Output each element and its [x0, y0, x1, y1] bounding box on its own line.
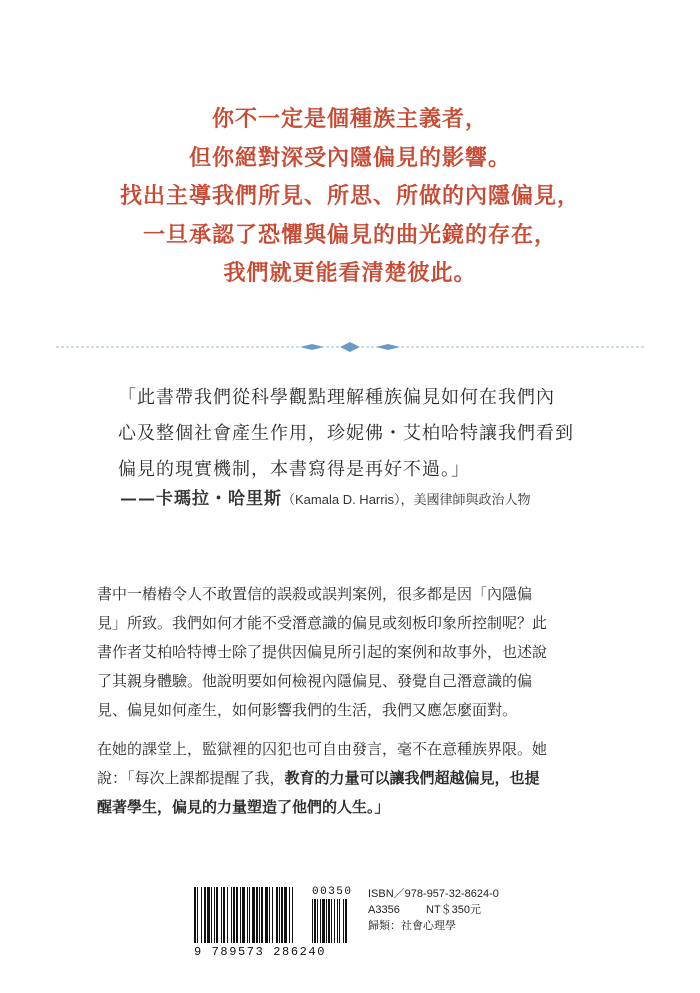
isbn-number: ISBN／978-957-32-8624-0	[368, 888, 499, 900]
description-line: 了其親身體驗。他說明要如何檢視內隱偏見、發覺自己潛意識的偏	[97, 672, 533, 690]
barcode-addon-digits: 00350	[312, 886, 353, 898]
barcode-bar	[204, 887, 206, 943]
description-line: 見」所致。我們如何才能不受潛意識的偏見或刻板印象所控制呢？此	[97, 614, 548, 632]
attribution-latin-name: （Kamala D. Harris）	[282, 492, 401, 507]
barcode-bar	[272, 887, 273, 943]
emphasized-text: 教育的力量可以讓我們超越偏見，也提	[284, 769, 540, 787]
product-code: A3356	[368, 904, 400, 916]
headline-line: 你不一定是個種族主義者，	[211, 106, 488, 132]
quote-line: 偏見的現實機制，本書寫得是再好不過。」	[118, 459, 470, 480]
barcode-addon-bar	[312, 899, 313, 943]
barcode-addon-bar	[339, 899, 340, 943]
attribution-name: ——卡瑪拉・哈里斯	[120, 489, 282, 509]
description-line: 在她的課堂上，監獄裡的囚犯也可自由發言，毫不在意種族界限。她	[97, 740, 548, 758]
barcode-bar	[233, 887, 235, 943]
quote-line: 「此書帶我們從科學觀點理解種族偏見如何在我們內	[118, 387, 555, 408]
barcode-bar	[252, 887, 255, 943]
barcode-bar	[216, 887, 218, 943]
barcode-bar	[256, 887, 258, 943]
barcode-digits: 9 789573 286240	[194, 945, 327, 959]
barcode-bar	[214, 887, 215, 943]
barcode-bar	[284, 887, 287, 943]
barcode-bar	[221, 887, 222, 943]
barcode-bar	[289, 887, 290, 943]
emphasized-text: 醒著學生，偏見的力量塑造了他們的人生。」	[97, 798, 390, 816]
headline-line: 但你絕對深受內隱偏見的影響。	[188, 144, 511, 171]
barcode-addon-bar	[337, 899, 338, 943]
barcode-addon-bar	[317, 899, 318, 943]
barcode-bar	[231, 887, 232, 943]
barcode-addon-bar	[314, 899, 316, 943]
category: 歸類：社會心理學	[368, 920, 456, 932]
barcode-addon-bar	[328, 899, 330, 943]
barcode-addon-bar	[322, 899, 325, 943]
description-line: 書中一樁樁令人不敢置信的誤殺或誤判案例，很多都是因「內隱偏	[97, 585, 533, 603]
attribution-role: ，美國律師與政治人物	[400, 493, 531, 508]
barcode-bar	[259, 887, 260, 943]
barcode-bar	[249, 887, 250, 943]
barcode-bar	[292, 887, 293, 943]
description-line: 見、偏見如何產生，如何影響我們的生活，我們又應怎麼面對。	[97, 701, 518, 719]
barcode-bar	[242, 887, 245, 943]
divider-ornament-left	[300, 344, 324, 350]
barcode-bar	[281, 887, 283, 943]
description-text: 說：「每次上課都提醒了我，	[97, 769, 285, 787]
description-paragraph	[97, 580, 617, 725]
description-paragraph	[97, 735, 617, 822]
barcode-addon-bar	[334, 899, 335, 943]
barcode-addon-bar	[326, 899, 327, 943]
barcode-bar	[240, 887, 241, 943]
divider-ornament-center	[340, 342, 360, 352]
quote-line: 心及整個社會產生作用，珍妮佛・艾柏哈特讓我們看到	[118, 423, 574, 444]
barcode-bar	[207, 887, 210, 943]
headline-line: 一旦承認了恐懼與偏見的曲光鏡的存在，	[142, 221, 557, 248]
endorsement-quote	[118, 380, 598, 488]
barcode-bar	[236, 887, 238, 943]
barcode-bar	[276, 887, 278, 943]
barcode-bar	[279, 887, 280, 943]
barcode-bar	[211, 887, 212, 943]
barcode-bar	[247, 887, 248, 943]
divider-ornament-right	[376, 344, 400, 350]
ornamental-divider	[56, 340, 644, 354]
headline-line: 我們就更能看清楚彼此。	[223, 260, 477, 286]
price: NT＄350元	[426, 904, 482, 916]
barcode-addon-bar	[320, 899, 321, 943]
barcode-bar	[261, 887, 263, 943]
headline-line: 找出主導我們所見、所思、所做的內隱偏見，	[119, 183, 580, 209]
headline	[0, 100, 700, 293]
barcode-bar	[201, 887, 202, 943]
description-line: 書作者艾柏哈特博士除了提供因偏見所引起的案例和故事外，也述說	[97, 643, 548, 661]
barcode-addon-bar	[331, 899, 332, 943]
book-description	[97, 580, 617, 822]
isbn-info	[368, 886, 499, 934]
barcode-bar	[265, 887, 268, 943]
barcode-bar	[223, 887, 225, 943]
barcode-bar	[194, 887, 196, 943]
barcode-bar	[269, 887, 270, 943]
barcode-addon-bar	[343, 899, 344, 943]
barcode-bar	[227, 887, 228, 943]
quote-attribution	[120, 484, 530, 509]
description-line	[97, 764, 617, 793]
barcode-bar	[197, 887, 198, 943]
barcode-addon-bar	[345, 899, 347, 943]
